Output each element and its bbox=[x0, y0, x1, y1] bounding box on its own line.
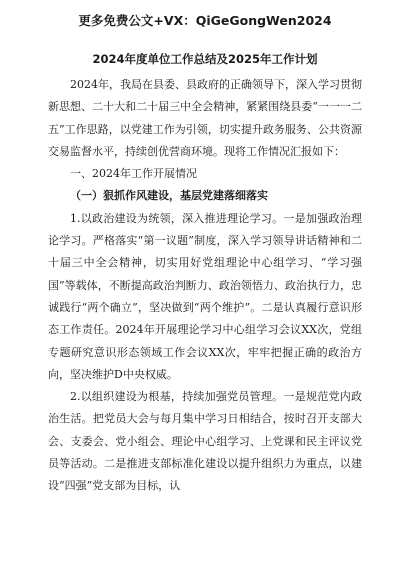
header-watermark-line: 更多免费公文+VX：QiGeGongWen2024 bbox=[78, 13, 332, 28]
section-heading: 一、2024年工作开展情况 bbox=[70, 167, 197, 181]
document-title: 2024年度单位工作总结及2025年工作计划 bbox=[92, 52, 318, 66]
intro-paragraph: 2024年，我局在县委、县政府的正确领导下，深入学习贯彻新思想、二十大和二十届三中全会精神，紧紧围绕县委“一一一二五”工作思路，以党建工作为引领，切实提升政务服务、公共资源交易监督水平，持续创优营商环境。现将工作情况汇报如下： bbox=[48, 78, 362, 158]
body-paragraph-1: 1.以政治建设为统领，深入推进理论学习。一是加强政治理论学习。严格落实“第一议题”制度，深入学习领导讲话精神和二十届三中全会精神，切实用好党组理论中心组学习、“学习强国”等载体，不断提高政治判断力、政治领悟力、政治执行力，忠诚践行“两个确立”，坚决做到“两个维护”。二是认真履行意识形态工作责任。2024年开展理论学习中心组学习会议XX次，党组专题研究意识形态领域工作会议XX次，牢牢把握正确的政治方向，坚决维护D中央权威。 bbox=[48, 211, 362, 381]
subsection-heading: （一）狠抓作风建设，基层党建落细落实 bbox=[70, 189, 268, 203]
body-paragraph-2: 2.以组织建设为根基，持续加强党员管理。一是规范党内政治生活。把党员大会与每月集中学习日相结合，按时召开支部大会、支委会、党小组会、理论中心组学习、上党课和民主评议党员等活动。二是推进支部标准化建设以提升组织力为重点，以建设“四强”党支部为目标，认 bbox=[48, 390, 362, 493]
